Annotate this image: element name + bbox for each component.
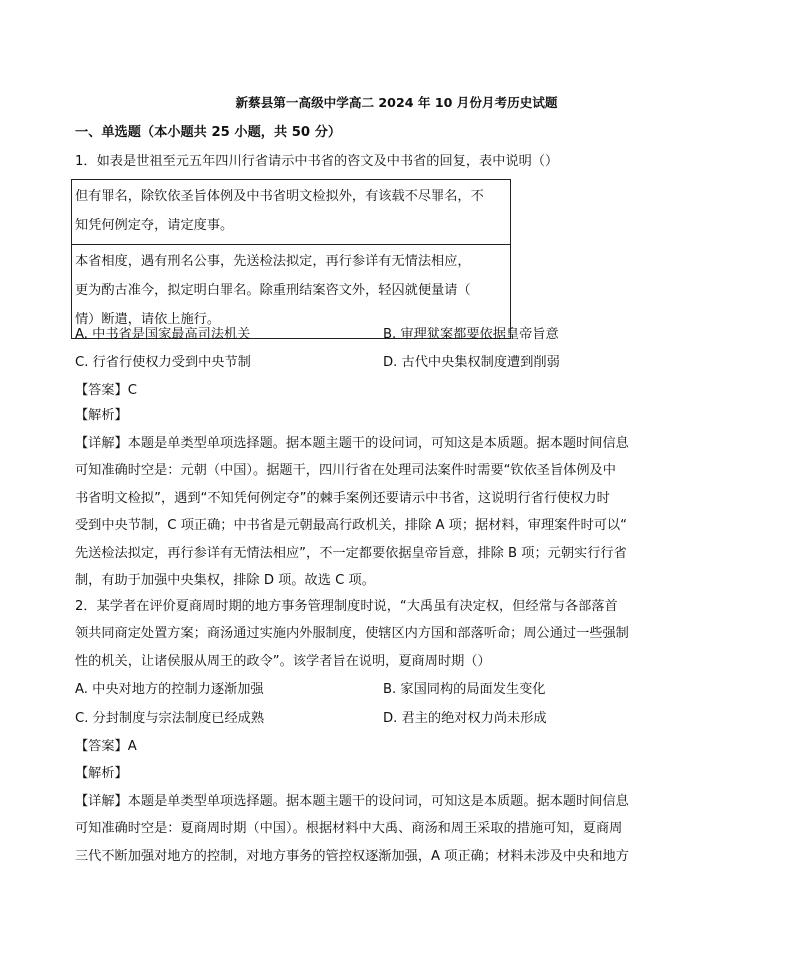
q1-option-a: A. 中书省是国家最高司法机关 bbox=[75, 327, 251, 342]
q1-option-b: B. 审理狱案都要依据皇帝旨意 bbox=[383, 327, 559, 342]
q1-detail-line: 【详解】本题是单类型单项选择题。据本题主题干的设问词，可知这是本质题。据本题时间信息 bbox=[75, 436, 629, 451]
q1-detail-line: 先送检法拟定，再行参详有无情法相应”，不一定都要依据皇帝旨意，排除 B 项；元朝实行行省 bbox=[75, 546, 627, 561]
q2-option-a: A. 中央对地方的控制力逐渐加强 bbox=[75, 682, 264, 697]
table-cell: 但有罪名，除钦依圣旨体例及中书省明文检拟外，有该载不尽罪名，不 知凭何例定夺，请定度事。 bbox=[72, 180, 511, 245]
table-row bbox=[72, 180, 511, 245]
q1-option-c: C. 行省行使权力受到中央节制 bbox=[75, 355, 251, 370]
q1-option-d: D. 古代中央集权制度遭到削弱 bbox=[383, 355, 560, 370]
question-1-stem: 1．如表是世祖至元五年四川行省请示中书省的咨文及中书省的回复，表中说明（） bbox=[75, 154, 559, 169]
q2-analysis-label: 【解析】 bbox=[75, 766, 128, 781]
q2-option-c: C. 分封制度与宗法制度已经成熟 bbox=[75, 711, 265, 726]
table-cell: 本省相度，遇有刑名公事，先送检法拟定，再行参详有无情法相应， 更为酌古准今，拟定明白罪名。除重刑结案咨文外，轻囚就便量请（ 情）断遣，请依上施行。 bbox=[72, 245, 511, 339]
q2-answer: 【答案】A bbox=[75, 739, 137, 754]
q1-detail-line: 可知准确时空是：元朝（中国）。据题干，四川行省在处理司法案件时需要“钦依圣旨体例及中 bbox=[75, 463, 616, 478]
question-2-stem: 2．某学者在评价夏商周时期的地方事务管理制度时说，“大禹虽有决定权，但经常与各部落首 bbox=[75, 599, 618, 614]
q2-detail-line: 【详解】本题是单类型单项选择题。据本题主题干的设问词，可知这是本质题。据本题时间信息 bbox=[75, 794, 629, 809]
q2-detail-line: 三代不断加强对地方的控制，对地方事务的管控权逐渐加强，A 项正确；材料未涉及中央和地方 bbox=[75, 849, 629, 864]
q1-answer: 【答案】C bbox=[75, 383, 137, 398]
q2-option-b: B. 家国同构的局面发生变化 bbox=[383, 682, 546, 697]
question-1-table bbox=[71, 179, 511, 339]
q1-detail-line: 书省明文检拟”，遇到“不知凭何例定夺”的棘手案例还要请示中书省，这说明行省行使权力时 bbox=[75, 491, 610, 506]
table-row bbox=[72, 245, 511, 339]
q2-option-d: D. 君主的绝对权力尚未形成 bbox=[383, 711, 547, 726]
exam-title: 新蔡县第一高级中学高二 2024 年 10 月份月考历史试题 bbox=[235, 95, 558, 110]
question-2-stem: 领共同商定处置方案；商汤通过实施内外服制度，使辖区内方国和部落听命；周公通过一些强制 bbox=[75, 626, 629, 641]
section-heading: 一、单选题（本小题共 25 小题，共 50 分） bbox=[75, 125, 342, 140]
q1-analysis-label: 【解析】 bbox=[75, 408, 128, 423]
q1-detail-line: 受到中央节制，C 项正确；中书省是元朝最高行政机关，排除 A 项；据材料，审理案件时可以“ bbox=[75, 518, 627, 533]
q2-detail-line: 可知准确时空是：夏商周时期（中国）。根据材料中大禹、商汤和周王采取的措施可知，夏商周 bbox=[75, 821, 623, 836]
question-2-stem: 性的机关，让诸侯服从周王的政令”。该学者旨在说明，夏商周时期（） bbox=[75, 654, 491, 669]
q1-detail-line: 制，有助于加强中央集权，排除 D 项。故选 C 项。 bbox=[75, 573, 375, 588]
